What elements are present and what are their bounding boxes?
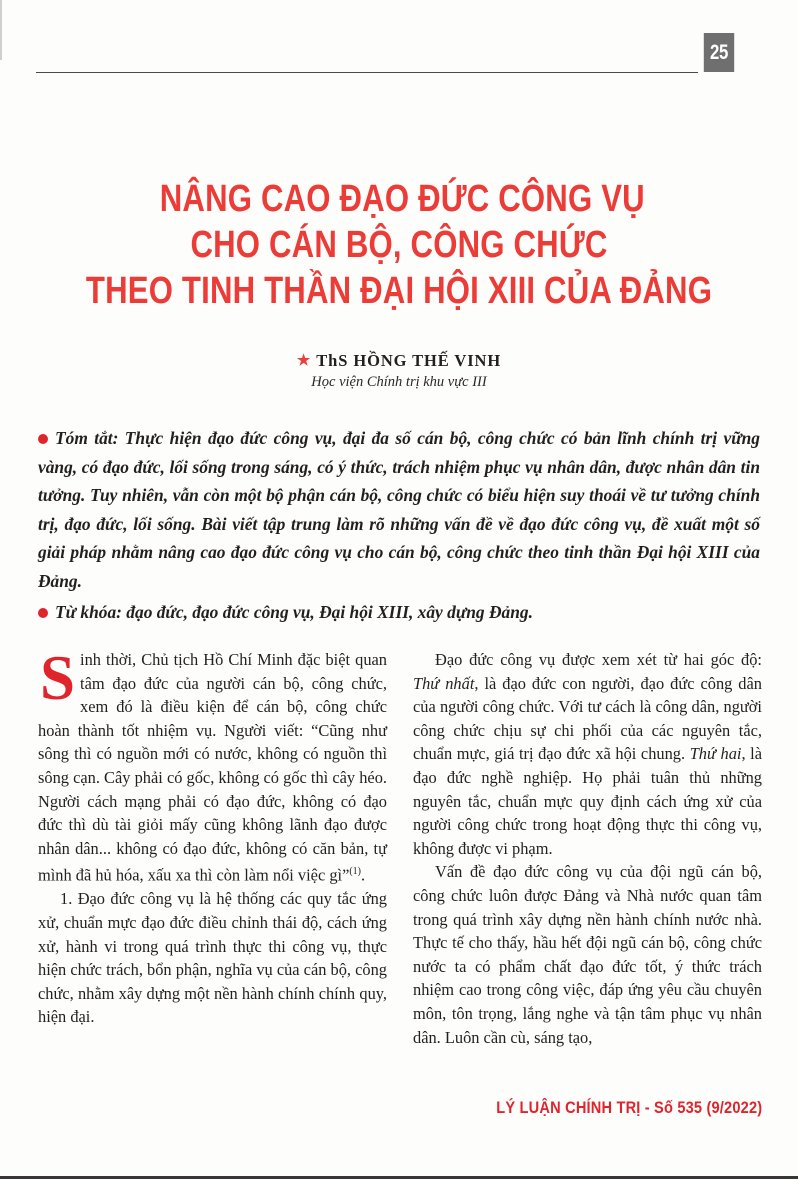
keywords-label: Từ khóa: [55,602,122,622]
page-number-text: 25 [710,40,728,64]
right-paragraph-1-mid: , là đạo đức con người, đạo đức công dân của người công chức. Với tư cách là công dân, người công chức chịu sự chi phối của các nguyên tắc, chuẩn mực, giá trị đạo đức xã hội chung. [413,673,762,764]
title-line-3: THEO TINH THẦN ĐẠI HỘI XIII CỦA ĐẢNG [85,270,713,312]
abstract-label: Tóm tắt: [55,428,119,448]
left-paragraph-1-end: . [361,865,366,885]
left-paragraph-1 [38,643,387,887]
left-column [38,643,387,1060]
footer [0,1098,762,1118]
keywords-paragraph [38,598,760,627]
abstract-text: Thực hiện đạo đức công vụ, đại đa số cán bộ, công chức có bản lĩnh chính trị vững vàng, có đạo đức, lối sống trong sáng, có ý thức, trách nhiệm phục vụ nhân dân, được nhân dân tin tưởng. Tuy nhiên, vẫn còn một bộ phận cán bộ, công chức có biểu hiện suy thoái về tư tưởng chính trị, đạo đức, lối sống. Bài viết tập trung làm rõ những vấn đề về đạo đức công vụ, đề xuất một số giải pháp nhằm nâng cao đạo đức công vụ cho cán bộ, công chức theo tinh thần Đại hội XIII của Đảng. [38,428,760,591]
title-line-1: NÂNG CAO ĐẠO ĐỨC CÔNG VỤ [159,178,645,220]
left-paragraph-1-text: inh thời, Chủ tịch Hồ Chí Minh đặc biệt quan tâm đạo đức của người cán bộ, công chức, xem đó là điều kiện để cán bộ, công chức hoàn thành tốt nhiệm vụ. Người viết: “Cũng như sông thì có nguồn mới có nước, không có nguồn thì sông cạn. Cây phải có gốc, không có gốc thì cây héo. Người cách mạng phải có đạo đức, không có đạo đức thì dù tài giỏi mấy cũng không lãnh đạo được nhân dân... không có đạo đức, không có căn bản, tự mình đã hủ hóa, xấu xa thì còn làm nổi việc gì” [38,650,387,885]
footer-rule [0,1176,798,1179]
keywords-text: đạo đức, đạo đức công vụ, Đại hội XIII, xây dựng Đảng. [121,602,533,622]
right-paragraph-1-start: Đạo đức công vụ được xem xét từ hai góc độ: [435,650,762,669]
author-block [0,351,798,391]
issue-info: - Số 535 (9/2022) [640,1098,762,1117]
author-name-row [297,351,501,371]
star-icon: ★ [296,353,312,369]
bullet-icon [38,434,48,444]
abstract-paragraph [38,424,760,596]
header-rule [36,72,698,73]
drop-cap: S [40,643,76,713]
page-number-badge [704,33,734,72]
body-columns [38,643,763,1060]
abstract-block [38,424,760,596]
title-line-2: CHO CÁN BỘ, CÔNG CHỨC [190,224,608,266]
right-paragraph-2: Vấn đề đạo đức công vụ của đội ngũ cán bộ, công chức luôn được Đảng và Nhà nước quan tâm trong quá trình xây dựng nền hành chính nước nhà. Thực tế cho thấy, hầu hết đội ngũ cán bộ, công chức nước ta có phẩm chất đạo đức tốt, ý thức trách nhiệm cao trong công việc, đáp ứng yêu cầu chuyên môn, tôn trọng, lắng nghe và tận tâm phục vụ nhân dân. Luôn cần cù, sáng tạo, [413,862,762,1047]
right-paragraph-1 [413,648,762,860]
right-paragraph-1-end: , là đạo đức nghề nghiệp. Họ phải tuân thủ những nguyên tắc, chuẩn mực quy định cách ứng xử của người công chức trong hoạt động thực thi công vụ, không được vi phạm. [413,744,763,858]
left-paragraph-2: 1. Đạo đức công vụ là hệ thống các quy tắc ứng xử, chuẩn mực đạo đức điều chỉnh thái độ, cách ứng xử, hành vi trong quá trình thực thi công vụ, thực hiện chức trách, bổn phận, nghĩa vụ của cán bộ, công chức, nhằm xây dựng một nền hành chính chính quy, hiện đại. [38,889,387,1027]
article-title [0,176,798,314]
bullet-icon [38,608,48,618]
footer-line [496,1098,762,1118]
emphasis-second: Thứ hai [689,744,742,764]
emphasis-first: Thứ nhất [413,673,475,693]
keywords-block [38,598,760,627]
footnote-marker: (1) [349,866,362,878]
author-affiliation: Học viện Chính trị khu vực III [311,374,487,390]
page-left-edge-artifact [0,0,2,60]
right-column [413,648,762,1060]
journal-name: LÝ LUẬN CHÍNH TRỊ [496,1098,641,1117]
author-name: ThS HỒNG THẾ VINH [316,351,502,370]
